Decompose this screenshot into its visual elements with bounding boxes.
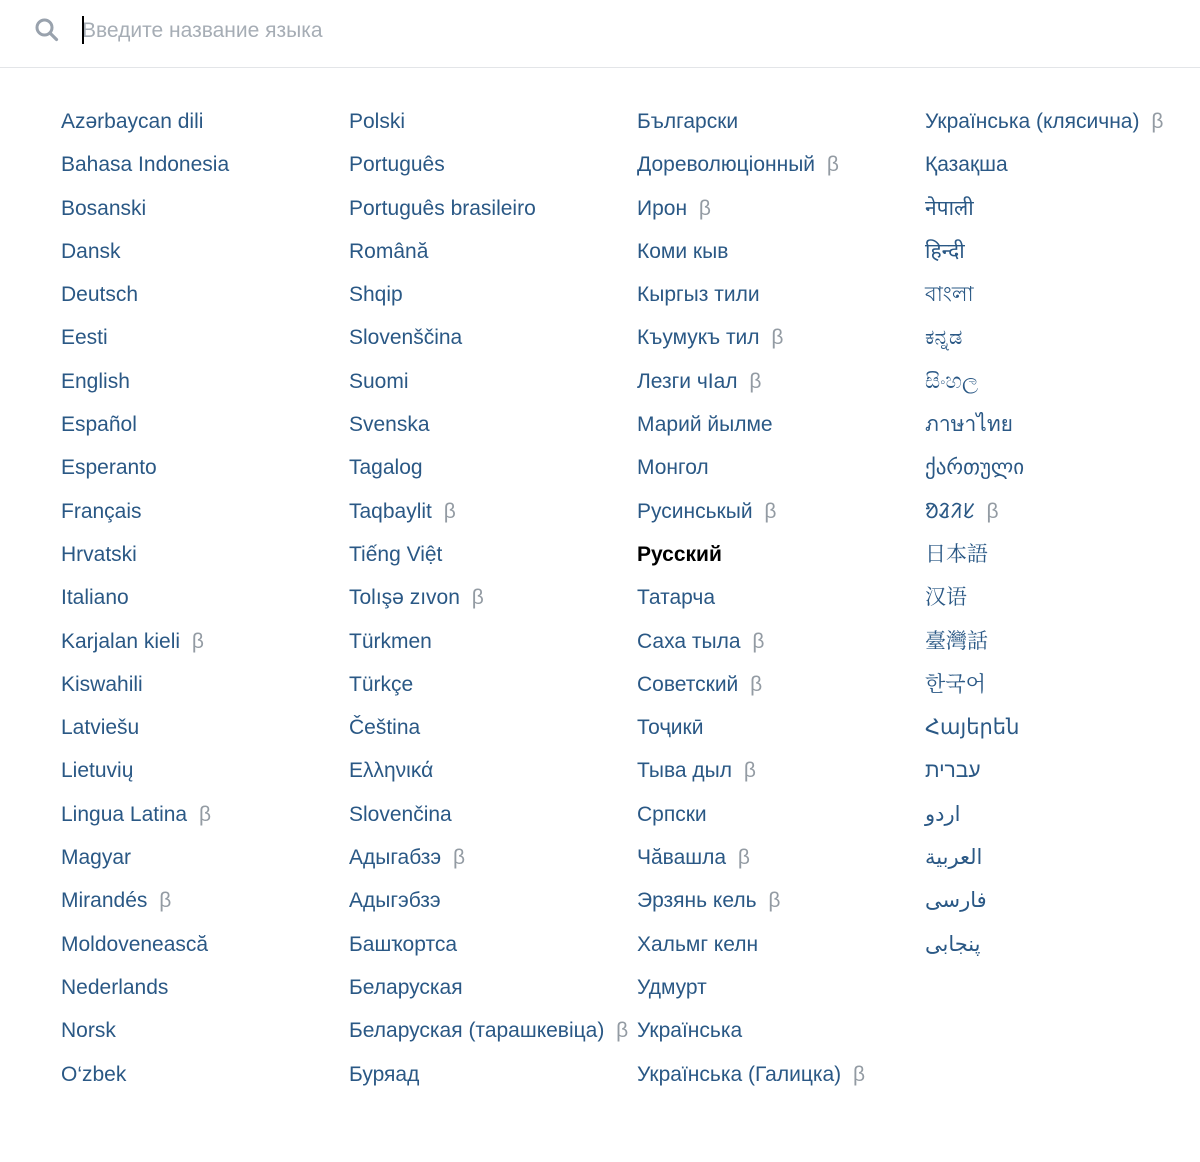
language-option[interactable] — [637, 799, 925, 842]
language-option[interactable] — [349, 322, 637, 365]
language-label: Саха тыла — [637, 629, 741, 653]
language-option[interactable] — [349, 452, 637, 495]
language-label: Español — [61, 413, 137, 437]
language-option[interactable] — [61, 1059, 349, 1102]
language-option[interactable] — [349, 1059, 637, 1102]
language-option[interactable] — [61, 755, 349, 798]
language-option[interactable] — [637, 669, 925, 712]
language-label: پنجابی — [925, 932, 981, 956]
language-label: Română — [349, 239, 429, 263]
language-label: Čeština — [349, 716, 421, 740]
language-label: Taqbaylit — [349, 499, 432, 523]
language-label: O‘zbek — [61, 1062, 127, 1086]
language-label: Удмурт — [637, 975, 707, 999]
language-label: Հայերեն — [925, 716, 1020, 740]
language-label: Ελληνικά — [349, 759, 434, 783]
language-column — [349, 106, 637, 1102]
language-label: Türkmen — [349, 629, 432, 653]
beta-badge: β — [191, 629, 204, 653]
language-column — [637, 106, 925, 1102]
language-option[interactable] — [61, 452, 349, 495]
language-option[interactable] — [349, 712, 637, 755]
language-option[interactable] — [61, 626, 349, 669]
language-label: Français — [61, 499, 142, 523]
language-label: Чӑвашла — [637, 846, 727, 870]
beta-badge: β — [771, 326, 784, 350]
language-option[interactable] — [61, 1015, 349, 1058]
language-option[interactable] — [61, 972, 349, 1015]
language-option[interactable] — [61, 193, 349, 236]
language-option[interactable] — [349, 885, 637, 928]
language-search-input[interactable] — [82, 14, 1162, 48]
language-option[interactable] — [349, 279, 637, 322]
beta-badge: β — [616, 1019, 629, 1043]
language-option-selected[interactable] — [637, 539, 925, 582]
language-label: Mirandés — [61, 889, 148, 913]
language-label: Italiano — [61, 586, 129, 610]
language-label: Lingua Latina — [61, 802, 188, 826]
language-label: Norsk — [61, 1019, 116, 1043]
language-option[interactable] — [637, 149, 925, 192]
language-label: Magyar — [61, 846, 132, 870]
language-label: Русский — [637, 542, 722, 566]
language-option[interactable] — [925, 279, 1187, 322]
language-option[interactable] — [925, 193, 1187, 236]
language-label: Беларуская (тарашкевіца) — [349, 1019, 605, 1043]
language-option[interactable] — [349, 539, 637, 582]
language-label: Latviešu — [61, 716, 140, 740]
language-label: Türkçe — [349, 672, 414, 696]
language-label: Українська (Галицка) — [637, 1062, 842, 1086]
language-option[interactable] — [637, 322, 925, 365]
language-label: Советский — [637, 672, 739, 696]
language-option[interactable] — [925, 755, 991, 798]
beta-badge: β — [752, 629, 765, 653]
language-label: Српски — [637, 802, 707, 826]
beta-badge: β — [764, 499, 777, 523]
language-option[interactable] — [349, 409, 637, 452]
language-option[interactable] — [61, 322, 349, 365]
language-label: Nederlands — [61, 975, 169, 999]
text-caret — [82, 16, 84, 44]
language-option[interactable] — [925, 539, 1187, 582]
language-label: Хальмг келн — [637, 932, 759, 956]
language-option[interactable] — [637, 452, 925, 495]
language-option[interactable] — [349, 582, 637, 625]
language-label: Esperanto — [61, 456, 157, 480]
language-option[interactable] — [61, 842, 349, 885]
language-option[interactable] — [637, 106, 925, 149]
language-option[interactable] — [925, 582, 1187, 625]
beta-badge: β — [749, 369, 762, 393]
language-label: Kiswahili — [61, 672, 143, 696]
language-option[interactable] — [637, 236, 925, 279]
beta-badge: β — [443, 499, 456, 523]
language-option[interactable] — [925, 712, 1187, 755]
language-option[interactable] — [637, 712, 925, 755]
language-option[interactable] — [61, 885, 349, 928]
language-option[interactable] — [925, 669, 1187, 712]
language-option[interactable] — [637, 972, 925, 1015]
language-option[interactable] — [61, 409, 349, 452]
beta-badge: β — [453, 846, 466, 870]
language-label: Марий йылме — [637, 413, 773, 437]
language-label: Tolışə zıvon — [349, 586, 460, 610]
language-label: Português — [349, 153, 445, 177]
language-label: Тыва дыл — [637, 759, 733, 783]
language-label: ქართული — [925, 456, 1025, 480]
language-label: Bahasa Indonesia — [61, 153, 230, 177]
language-option[interactable] — [61, 929, 349, 972]
language-option[interactable] — [349, 626, 637, 669]
beta-badge: β — [768, 889, 781, 913]
language-label: Tagalog — [349, 456, 423, 480]
language-option[interactable] — [637, 842, 925, 885]
language-label: Lietuvių — [61, 759, 134, 783]
beta-badge: β — [986, 499, 999, 523]
language-label: Къумукъ тил — [637, 326, 760, 350]
beta-badge: β — [198, 802, 212, 826]
language-label: Bosanski — [61, 196, 147, 220]
language-label: Slovenčina — [349, 802, 452, 826]
beta-badge: β — [853, 1062, 866, 1086]
language-label: فارسی — [925, 889, 987, 913]
language-label: العربية — [925, 846, 983, 870]
language-label: Адыгабзэ — [349, 846, 442, 870]
language-label: עברית — [925, 759, 981, 783]
language-label: Українська — [637, 1019, 743, 1043]
language-option[interactable] — [925, 799, 970, 842]
language-label: Қазақша — [925, 153, 1008, 177]
language-label: Дореволюціонный — [637, 153, 816, 177]
language-option[interactable] — [637, 1059, 925, 1102]
language-option[interactable] — [61, 149, 349, 192]
language-option[interactable] — [637, 279, 925, 322]
language-option[interactable] — [61, 799, 349, 842]
beta-badge: β — [743, 759, 756, 783]
language-label: Azərbaycan dili — [61, 110, 204, 133]
language-option[interactable] — [637, 409, 925, 452]
language-label: Български — [637, 110, 739, 133]
language-label: Karjalan kieli — [61, 629, 181, 653]
language-option[interactable] — [349, 149, 637, 192]
language-option[interactable] — [637, 626, 925, 669]
language-option[interactable] — [349, 972, 637, 1015]
language-option[interactable] — [349, 193, 637, 236]
language-option[interactable] — [925, 842, 992, 885]
language-option[interactable] — [349, 106, 637, 149]
beta-badge: β — [1151, 110, 1164, 133]
language-option[interactable] — [61, 279, 349, 322]
language-option[interactable] — [349, 929, 637, 972]
language-option[interactable] — [925, 366, 1187, 409]
language-label: 日本語 — [925, 542, 988, 566]
language-label: Tiếng Việt — [349, 542, 443, 566]
language-label: नेपाली — [925, 196, 974, 220]
language-label: Татарча — [637, 586, 716, 610]
language-option[interactable] — [925, 496, 1187, 539]
language-label: Moldovenească — [61, 932, 209, 956]
language-label: ಕನ್ನಡ — [925, 326, 963, 350]
language-label: Polski — [349, 110, 406, 133]
language-label: Português brasileiro — [349, 196, 536, 220]
language-label: Адыгэбзэ — [349, 889, 441, 913]
language-label: Коми кыв — [637, 239, 729, 263]
language-label: Башҡортса — [349, 932, 458, 956]
beta-badge: β — [471, 586, 484, 610]
language-option[interactable] — [637, 582, 925, 625]
language-option[interactable] — [349, 1015, 637, 1058]
language-label: বাংলা — [925, 283, 974, 307]
language-label: Монгол — [637, 456, 709, 480]
language-option[interactable] — [637, 193, 925, 236]
language-label: English — [61, 369, 130, 393]
language-label: Shqip — [349, 283, 403, 307]
language-option[interactable] — [637, 1015, 925, 1058]
language-label: ᱚᱲᱤᱥ — [925, 499, 975, 523]
language-label: සිංහල — [925, 369, 978, 393]
language-option[interactable] — [61, 539, 349, 582]
language-option[interactable] — [61, 712, 349, 755]
language-option[interactable] — [925, 106, 1187, 149]
language-option[interactable] — [349, 799, 637, 842]
language-option[interactable] — [925, 236, 1187, 279]
search-icon — [34, 17, 60, 43]
language-label: 한국어 — [925, 672, 986, 696]
language-label: Кыргыз тили — [637, 283, 760, 307]
language-option[interactable] — [637, 755, 925, 798]
language-label: हिन्दी — [925, 239, 965, 263]
language-label: Hrvatski — [61, 542, 137, 566]
language-label: 臺灣話 — [925, 629, 988, 653]
language-option[interactable] — [61, 106, 349, 149]
language-label: 汉语 — [925, 586, 967, 610]
language-label: Ирон — [637, 196, 688, 220]
language-option[interactable] — [925, 409, 1187, 452]
language-column — [925, 106, 1187, 972]
language-option[interactable] — [925, 626, 1187, 669]
language-label: Svenska — [349, 413, 430, 437]
language-option[interactable] — [925, 322, 1187, 365]
language-label: Тоҷикӣ — [637, 716, 704, 740]
language-label: Suomi — [349, 369, 409, 393]
language-option[interactable] — [925, 885, 997, 928]
language-option[interactable] — [637, 366, 925, 409]
beta-badge: β — [826, 153, 839, 177]
language-column — [61, 106, 349, 1102]
language-label: اردو — [925, 802, 961, 826]
language-option[interactable] — [349, 236, 637, 279]
language-label: Лезги чIал — [637, 369, 738, 393]
beta-badge: β — [159, 889, 172, 913]
language-option[interactable] — [925, 452, 1187, 495]
language-option[interactable] — [61, 496, 349, 539]
beta-badge: β — [737, 846, 750, 870]
language-label: Эрзянь кель — [637, 889, 757, 913]
language-option[interactable] — [637, 496, 925, 539]
language-option[interactable] — [349, 366, 637, 409]
language-option[interactable] — [637, 885, 925, 928]
language-option[interactable] — [61, 236, 349, 279]
beta-badge: β — [698, 196, 711, 220]
language-label: Українська (клясична) — [925, 110, 1140, 133]
search-bar — [0, 0, 1200, 68]
language-label: ภาษาไทย — [925, 413, 1013, 437]
language-option[interactable] — [349, 496, 637, 539]
language-list — [61, 106, 1200, 1102]
language-label: Dansk — [61, 239, 121, 263]
language-option[interactable] — [637, 929, 925, 972]
language-option[interactable] — [349, 842, 637, 885]
language-option[interactable] — [61, 582, 349, 625]
language-label: Русинськый — [637, 499, 753, 523]
language-option[interactable] — [61, 366, 349, 409]
beta-badge: β — [750, 672, 763, 696]
language-label: Буряад — [349, 1062, 420, 1086]
language-label: Deutsch — [61, 283, 139, 307]
language-label: Slovenščina — [349, 326, 463, 350]
language-option[interactable] — [925, 929, 990, 972]
language-label: Eesti — [61, 326, 108, 350]
language-option[interactable] — [925, 149, 1187, 192]
language-option[interactable] — [349, 755, 637, 798]
language-label: Беларуская — [349, 975, 463, 999]
language-option[interactable] — [349, 669, 637, 712]
language-option[interactable] — [61, 669, 349, 712]
